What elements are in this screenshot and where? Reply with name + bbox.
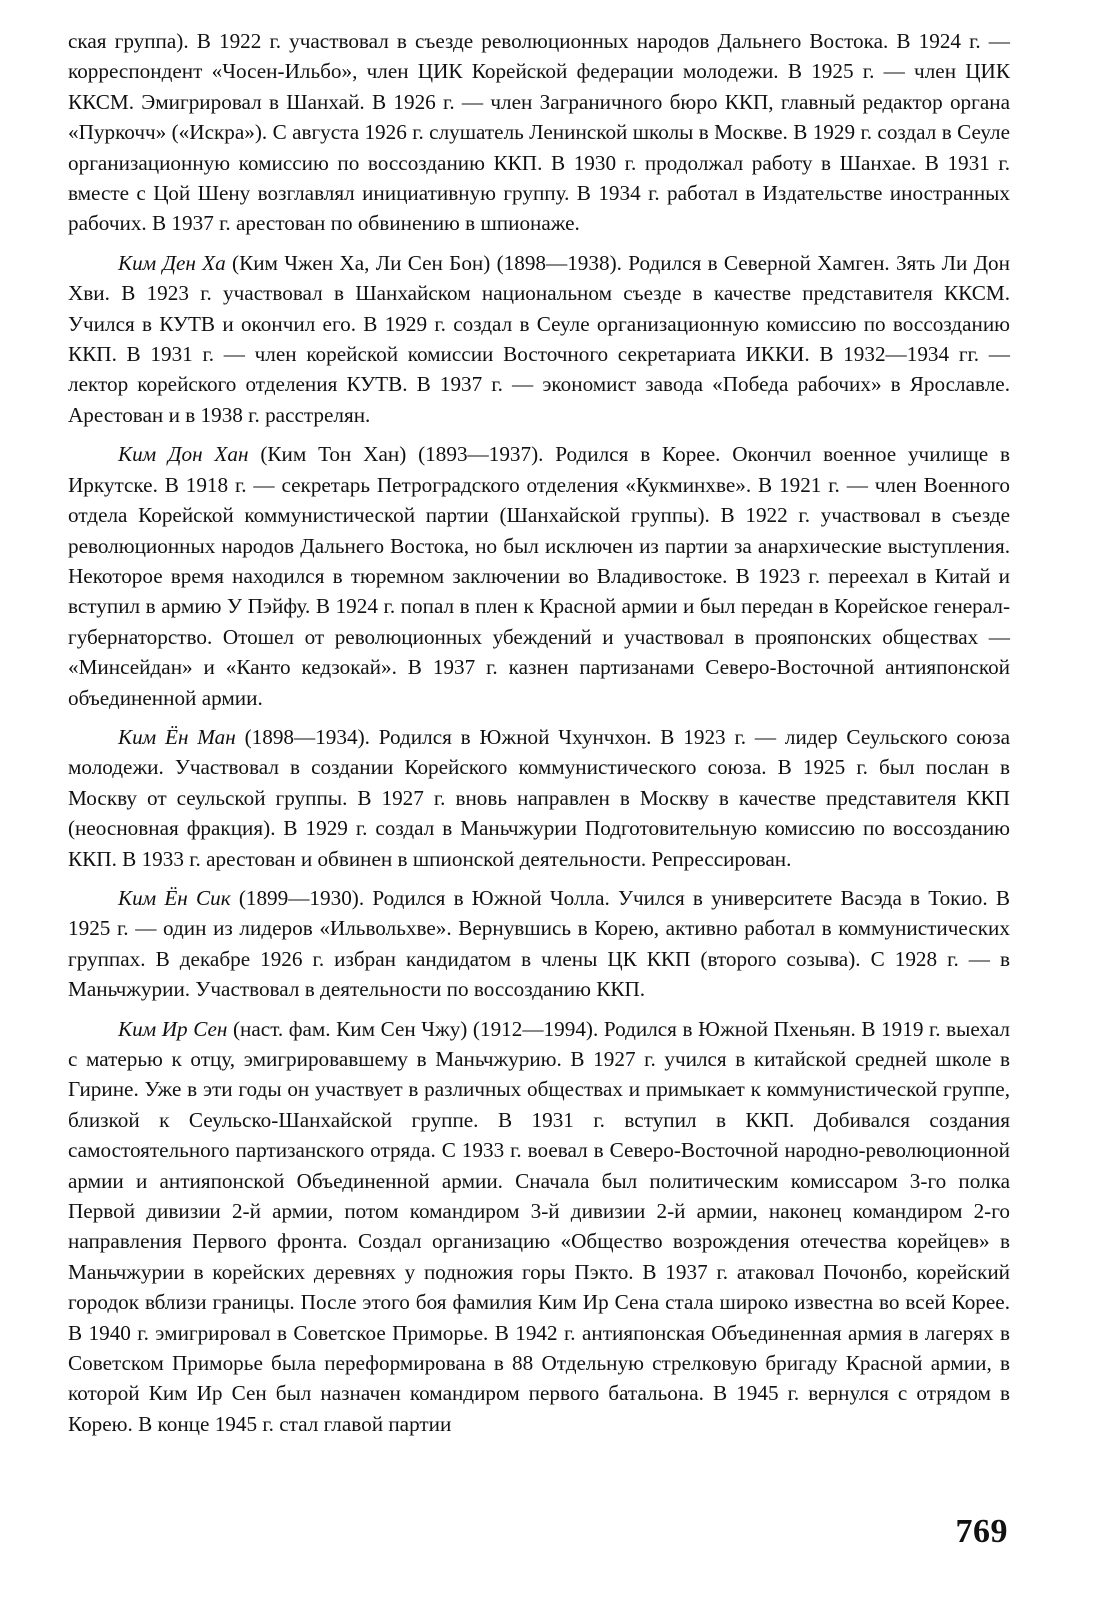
- entry-name: Ким Ден Ха: [118, 250, 226, 275]
- entry-name: Ким Дон Хан: [118, 442, 249, 467]
- entry-kim-yon-man: [68, 722, 1010, 874]
- entry-text: (Ким Чжен Ха, Ли Сен Бон) (1898—1938). Родился в Северной Хамген. Зять Ли Дон Хви. В 1923 г. участвовал в Шанхайском национальном съезде в качестве представителя ККСМ. Учился в КУТВ и окончил его. В 1929 г. создал в Сеуле организационную комиссию по воссозданию ККП. В 1931 г. — член корейской комиссии Восточного секретариата ИККИ. В 1932—1934 гг. — лектор корейского отделения КУТВ. В 1937 г. — экономист завода «Победа рабочих» в Ярославле. Арестован и в 1938 г. расстрелян.: [68, 250, 1010, 427]
- entry-text: (1898—1934). Родился в Южной Чхунчхон. В 1923 г. — лидер Сеульского союза молодежи. Участвовал в создании Корейского коммунистического союза. В 1925 г. был послан в Москву от сеульской группы. В 1927 г. вновь направлен в Москву в качестве представителя ККП (неосновная фракция). В 1929 г. создал в Маньчжурии Подготовительную комиссию по воссозданию ККП. В 1933 г. арестован и обвинен в шпионской деятельности. Репрессирован.: [68, 724, 1010, 871]
- paragraph-text: ская группа). В 1922 г. участвовал в съезде революционных народов Дальнего Востока. В 1924 г. — корреспондент «Чосен-Ильбо», член ЦИК Корейской федерации молодежи. В 1925 г. — член ЦИК ККСМ. Эмигрировал в Шанхай. В 1926 г. — член Заграничного бюро ККП, главный редактор органа «Пуркочч» («Искра»). С августа 1926 г. слушатель Ленинской школы в Москве. В 1929 г. создал в Сеуле организационную комиссию по воссозданию ККП. В 1930 г. продолжал работу в Шанхае. В 1931 г. вместе с Цой Шену возглавлял инициативную группу. В 1934 г. работал в Издательстве иностранных рабочих. В 1937 г. арестован по обвинению в шпионаже.: [68, 29, 1010, 236]
- paragraph-continuation: [68, 26, 1010, 239]
- entry-name: Ким Ир Сен: [118, 1016, 228, 1041]
- entry-kim-yon-sik: [68, 883, 1010, 1005]
- entry-name: Ким Ён Сик: [118, 885, 231, 910]
- entry-text: (наст. фам. Ким Сен Чжу) (1912—1994). Родился в Южной Пхеньян. В 1919 г. выехал с матерью к отцу, эмигрировавшему в Маньчжурию. В 1927 г. учился в китайской средней школе в Гирине. Уже в эти годы он участвует в различных обществах и примыкает к коммунистической группе, близкой к Сеульско-Шанхайской группе. В 1931 г. вступил в ККП. Добивался создания самостоятельного партизанского отряда. С 1933 г. воевал в Северо-Восточной народно-революционной армии и антияпонской Объединенной армии. Сначала был политическим комиссаром 3-го полка Первой дивизии 2-й армии, потом командиром 3-й дивизии 2-й армии, наконец командиром 2-го направления Первого фронта. Создал организацию «Общество возрождения отечества корейцев» в Маньчжурии в корейских деревнях у подножия горы Пэкто. В 1937 г. атаковал Почонбо, корейский городок вблизи границы. После этого боя фамилия Ким Ир Сена стала широко известна во всей Корее. В 1940 г. эмигрировал в Советское Приморье. В 1942 г. антияпонская Объединенная армия в лагерях в Советском Приморье была переформирована в 88 Отдельную стрелковую бригаду Красной армии, в которой Ким Ир Сен был назначен командиром первого батальона. В 1945 г. вернулся с отрядом в Корею. В конце 1945 г. стал главой партии: [68, 1016, 1010, 1436]
- page-body: [68, 26, 1010, 1448]
- page-number: 769: [955, 1513, 1008, 1550]
- entry-text: (1899—1930). Родился в Южной Чолла. Учился в университете Васэда в Токио. В 1925 г. — один из лидеров «Ильвольхве». Вернувшись в Корею, активно работал в коммунистических группах. В декабре 1926 г. избран кандидатом в члены ЦК ККП (второго созыва). С 1928 г. — в Маньчжурии. Участвовал в деятельности по воссозданию ККП.: [68, 885, 1010, 1002]
- entry-kim-ir-sen: [68, 1014, 1010, 1440]
- entry-name: Ким Ён Ман: [118, 724, 236, 749]
- entry-kim-den-ha: [68, 248, 1010, 430]
- entry-kim-don-han: [68, 439, 1010, 713]
- entry-text: (Ким Тон Хан) (1893—1937). Родился в Корее. Окончил военное училище в Иркутске. В 1918 г. — секретарь Петроградского отделения «Кукминхве». В 1921 г. — член Военного отдела Корейской коммунистической партии (Шанхайской группы). В 1922 г. участвовал в съезде революционных народов Дальнего Востока, но был исключен из партии за анархические выступления. Некоторое время находился в тюремном заключении во Владивостоке. В 1923 г. переехал в Китай и вступил в армию У Пэйфу. В 1924 г. попал в плен к Красной армии и был передан в Корейское генерал-губернаторство. Отошел от революционных убеждений и участвовал в прояпонских обществах — «Минсейдан» и «Канто кедзокай». В 1937 г. казнен партизанами Северо-Восточной антияпонской объединенной армии.: [68, 442, 1010, 710]
